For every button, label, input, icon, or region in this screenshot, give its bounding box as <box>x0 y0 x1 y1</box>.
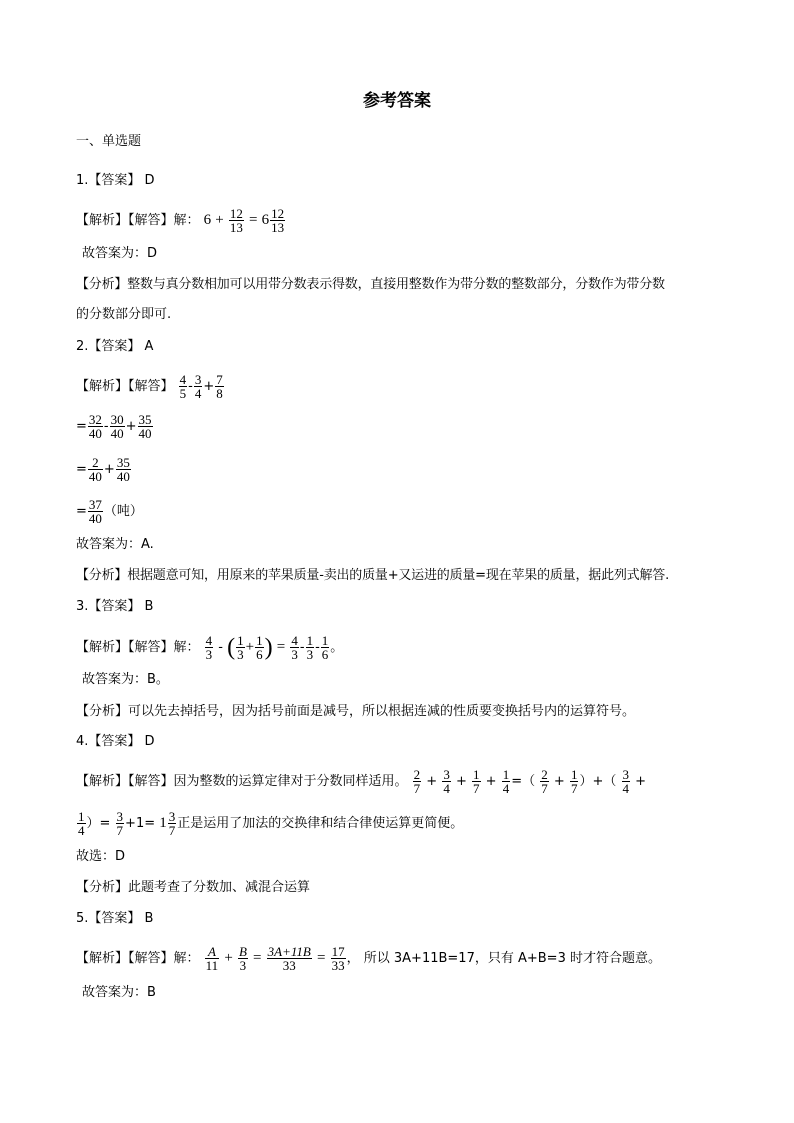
q2-step1: = $\frac{32}{40}$ - $\frac{30}{40}$ + $\frac{35}{40}$ <box>76 412 152 441</box>
fraction: $\frac{12}{13}$ <box>271 206 285 235</box>
q5-answer: 5.【答案】 B <box>76 911 154 926</box>
q2-step3: = $\frac{37}{40}$ （吨） <box>76 497 143 526</box>
q5-result: 故答案为：B <box>82 985 156 1000</box>
fraction: $\frac{3}{7}$ <box>168 809 176 838</box>
fraction: $\frac{1}{4}$ <box>502 767 510 796</box>
fraction: $\frac{12}{13}$ <box>229 206 243 235</box>
page-title: 参考答案 <box>363 91 431 111</box>
q1-fenxi-line2: 的分数部分即可. <box>76 307 172 322</box>
section-heading: 一、单选题 <box>76 134 142 149</box>
fraction: $\frac{35}{40}$ <box>116 455 130 484</box>
fraction: $\frac{1}{6}$ <box>256 633 263 662</box>
q3-result: 故答案为：B。 <box>82 672 169 687</box>
q1-analysis: 【解析】【解答】解： 6 + $\frac{12}{13}$ = 6 $\frac{12}{13}$ <box>76 206 285 235</box>
fraction: $\frac{30}{40}$ <box>110 412 124 441</box>
fraction: $\frac{4}{3}$ <box>291 633 298 662</box>
q2-answer: 2.【答案】 A <box>76 339 154 354</box>
fraction: $\frac{32}{40}$ <box>88 412 102 441</box>
fraction: $\frac{A}{11}$ <box>205 944 219 973</box>
q3-fenxi: 【分析】可以先去掉括号，因为括号前面是减号，所以根据连减的性质要变换括号内的运算符号。 <box>76 704 636 719</box>
fraction: $\frac{1}{3}$ <box>306 633 314 662</box>
q2-step2: = $\frac{2}{40}$ + $\frac{35}{40}$ <box>76 455 130 484</box>
q2-fenxi: 【分析】根据题意可知，用原来的苹果质量-卖出的质量+又运进的质量=现在苹果的质量，据此列式解答. <box>76 568 670 583</box>
fraction: $\frac{3A+11B}{33}$ <box>267 944 311 973</box>
q4-result: 故选：D <box>76 849 126 864</box>
fraction: $\frac{3}{4}$ <box>194 372 202 401</box>
q4-analysis-line2: $\frac{1}{4}$ ）= $\frac{3}{7}$ +1= 1 $\frac{3}{7}$ 正是运用了加法的交换律和结合律使运算更简便。 <box>78 809 464 838</box>
fraction: $\frac{2}{7}$ <box>541 767 548 796</box>
fraction: $\frac{1}{3}$ <box>237 633 244 662</box>
fraction: $\frac{4}{5}$ <box>179 372 187 401</box>
fraction: $\frac{3}{4}$ <box>622 767 629 796</box>
fraction: $\frac{3}{7}$ <box>116 809 124 838</box>
q3-analysis: 【解析】【解答】解： $\frac{4}{3}$ - ( $\frac{1}{3}$ + $\frac{1}{6}$ ) = $\frac{4}{3}$ - $\frac{1}{3}$ - $\frac{1}{6}$ 。 <box>76 633 344 662</box>
fraction: $\frac{37}{40}$ <box>88 497 102 526</box>
fraction: $\frac{1}{4}$ <box>78 809 85 838</box>
q4-analysis-line1: 【解析】【解答】因为整数的运算定律对于分数同样适用。 $\frac{2}{7}$ + $\frac{3}{4}$ + $\frac{1}{7}$ + $\frac{1}{4}$ =（ $\frac{2}{7}$ + $\frac{1}{7}$ ）+（ $\frac{3}{4}$ + <box>76 767 647 796</box>
fraction: $\frac{7}{8}$ <box>216 372 223 401</box>
q1-answer: 1.【答案】 D <box>76 173 155 188</box>
q4-answer: 4.【答案】 D <box>76 734 155 749</box>
fraction: $\frac{1}{7}$ <box>473 767 480 796</box>
q1-result: 故答案为：D <box>82 246 158 261</box>
q4-fenxi: 【分析】此题考查了分数加、减混合运算 <box>76 880 311 895</box>
fraction: $\frac{B}{3}$ <box>238 944 247 973</box>
fraction: $\frac{4}{3}$ <box>205 633 213 662</box>
q3-answer: 3.【答案】 B <box>76 599 154 614</box>
fraction: $\frac{17}{33}$ <box>331 944 345 973</box>
q2-analysis: 【解析】【解答】 $\frac{4}{5}$ - $\frac{3}{4}$ + $\frac{7}{8}$ <box>76 372 223 401</box>
fraction: $\frac{1}{7}$ <box>570 767 578 796</box>
fraction: $\frac{3}{4}$ <box>443 767 450 796</box>
q1-fenxi-line1: 【分析】整数与真分数相加可以用带分数表示得数，直接用整数作为带分数的整数部分，分数作为带分数 <box>76 277 665 292</box>
q5-analysis: 【解析】【解答】解： $\frac{A}{11}$ + $\frac{B}{3}$ = $\frac{3A+11B}{33}$ = $\frac{17}{33}$ ， 所以 3A+11B=17，只有 A+B=3 时才符合题意。 <box>76 944 661 973</box>
fraction: $\frac{2}{7}$ <box>413 767 421 796</box>
fraction: $\frac{1}{6}$ <box>321 633 329 662</box>
fraction: $\frac{35}{40}$ <box>138 412 152 441</box>
fraction: $\frac{2}{40}$ <box>88 455 102 484</box>
q2-result: 故答案为：A. <box>76 537 154 552</box>
